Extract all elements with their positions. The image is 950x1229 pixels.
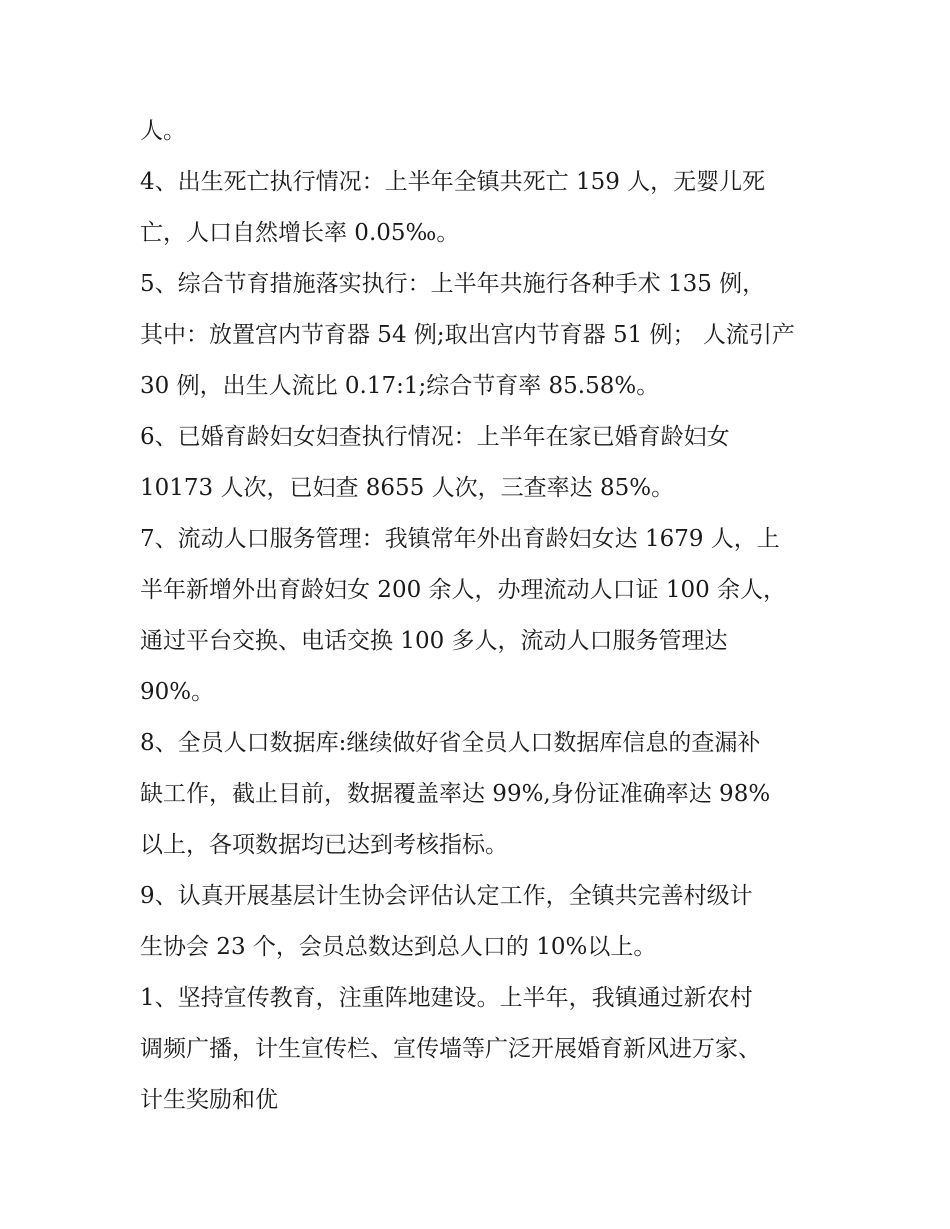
text-line: 7、流动人口服务管理：我镇常年外出育龄妇女达 1679 人，上 — [140, 526, 780, 552]
text-line: 6、已婚育龄妇女妇查执行情况：上半年在家已婚育龄妇女 — [140, 424, 730, 450]
text-line: 90%。 — [140, 679, 215, 705]
text-line: 1、坚持宣传教育，注重阵地建设。上半年，我镇通过新农村 — [140, 985, 753, 1011]
text-line: 通过平台交换、电话交换 100 多人，流动人口服务管理达 — [140, 628, 728, 654]
text-line: 5、综合节育措施落实执行：上半年共施行各种手术 135 例， — [140, 271, 766, 297]
text-line: 8、全员人口数据库:继续做好省全员人口数据库信息的查漏补 — [140, 730, 761, 756]
text-line: 生协会 23 个，会员总数达到总人口的 10%以上。 — [140, 934, 657, 960]
text-line: 以上，各项数据均已达到考核指标。 — [140, 832, 508, 858]
text-line: 调频广播，计生宣传栏、宣传墙等广泛开展婚育新风进万家、 — [140, 1036, 761, 1062]
text-line: 人。 — [140, 118, 186, 144]
text-line: 计生奖励和优 — [140, 1087, 278, 1113]
text-line: 4、出生死亡执行情况：上半年全镇共死亡 159 人，无婴儿死 — [140, 169, 766, 195]
text-line: 9、认真开展基层计生协会评估认定工作，全镇共完善村级计 — [140, 883, 753, 909]
text-line: 亡，人口自然增长率 0.05‰。 — [140, 220, 460, 246]
text-line: 缺工作，截止目前，数据覆盖率达 99%,身份证准确率达 98% — [140, 781, 771, 807]
text-line: 10173 人次，已妇查 8655 人次，三查率达 85%。 — [140, 475, 675, 501]
text-line: 30 例，出生人流比 0.17:1;综合节育率 85.58%。 — [140, 373, 660, 399]
text-line: 其中：放置宫内节育器 54 例;取出宫内节育器 51 例； 人流引产 — [140, 322, 795, 348]
text-line: 半年新增外出育龄妇女 200 余人，办理流动人口证 100 余人， — [140, 577, 787, 603]
document-body — [140, 106, 820, 1126]
